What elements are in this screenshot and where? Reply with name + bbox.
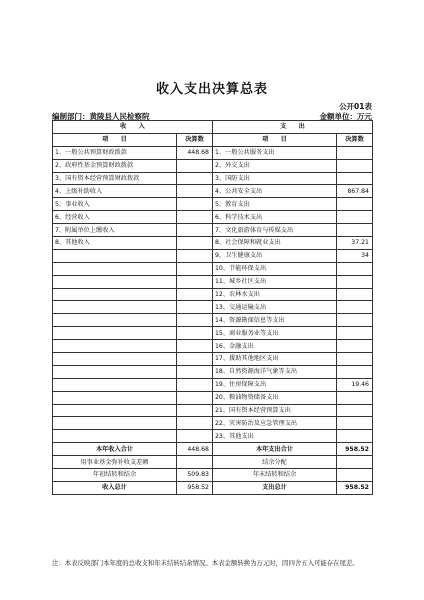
expense-item-value bbox=[337, 327, 373, 340]
gap-label: 用事业基金弥补收支差额 bbox=[53, 456, 177, 469]
expense-item-value bbox=[337, 288, 373, 301]
income-item-label bbox=[53, 262, 177, 275]
expense-item-value bbox=[337, 404, 373, 417]
expense-item-label: 5、教育支出 bbox=[213, 198, 337, 211]
table-row bbox=[53, 249, 373, 262]
begin-carryover-value: 509.83 bbox=[177, 469, 213, 482]
income-item-value bbox=[177, 159, 213, 172]
table-row bbox=[53, 430, 373, 443]
grand-expense-label: 支出总计 bbox=[213, 481, 337, 494]
table-row bbox=[53, 224, 373, 237]
income-total-label: 本年收入合计 bbox=[53, 443, 177, 456]
income-item-label bbox=[53, 314, 177, 327]
income-item-value bbox=[177, 353, 213, 366]
table-row bbox=[53, 404, 373, 417]
income-item-value bbox=[177, 404, 213, 417]
income-item-label bbox=[53, 391, 177, 404]
income-item-value bbox=[177, 327, 213, 340]
expense-item-value bbox=[337, 262, 373, 275]
table-row bbox=[53, 417, 373, 430]
income-item-value bbox=[177, 172, 213, 185]
table-row bbox=[53, 159, 373, 172]
table-row bbox=[53, 185, 373, 198]
expense-amount-header: 决算数 bbox=[337, 133, 373, 146]
expense-item-label: 9、卫生健康支出 bbox=[213, 249, 337, 262]
expense-item-value bbox=[337, 353, 373, 366]
expense-item-value bbox=[337, 301, 373, 314]
income-item-value bbox=[177, 340, 213, 353]
expense-item-value: 34 bbox=[337, 249, 373, 262]
expense-item-value bbox=[337, 146, 373, 159]
expense-item-value bbox=[337, 314, 373, 327]
income-item-label: 7、附属单位上缴收入 bbox=[53, 224, 177, 237]
income-item-value bbox=[177, 365, 213, 378]
expense-item-label: 16、金融支出 bbox=[213, 340, 337, 353]
expense-item-label: 20、粮油物资储备支出 bbox=[213, 391, 337, 404]
income-item-label bbox=[53, 340, 177, 353]
footnote: 注：本表反映部门本年度的总收支和年末结转结余情况。本表金额转换为万元时，因四舍五入可能存在尾差。 bbox=[52, 559, 359, 567]
income-item-label bbox=[53, 327, 177, 340]
income-item-value: 448.68 bbox=[177, 146, 213, 159]
income-item-label bbox=[53, 288, 177, 301]
expense-item-label: 2、外交支出 bbox=[213, 159, 337, 172]
expense-item-value: 37.21 bbox=[337, 237, 373, 250]
expense-item-label: 10、节能环保支出 bbox=[213, 262, 337, 275]
expense-item-label: 19、住房保障支出 bbox=[213, 378, 337, 391]
begin-carryover-label: 年初结转和结余 bbox=[53, 469, 177, 482]
total-row bbox=[53, 443, 373, 456]
expense-item-value bbox=[337, 340, 373, 353]
table-row bbox=[53, 237, 373, 250]
expense-item-label: 14、资源勘探信息等支出 bbox=[213, 314, 337, 327]
income-item-value bbox=[177, 211, 213, 224]
expense-item-value bbox=[337, 430, 373, 443]
expense-item-label: 17、援助其他地区支出 bbox=[213, 353, 337, 366]
gap-row bbox=[53, 456, 373, 469]
income-item-label bbox=[53, 417, 177, 430]
income-item-label bbox=[53, 301, 177, 314]
income-item-value bbox=[177, 237, 213, 250]
end-carryover-value bbox=[337, 469, 373, 482]
column-header-row bbox=[53, 133, 373, 146]
gap-value bbox=[177, 456, 213, 469]
section-header-row bbox=[53, 121, 373, 134]
expense-item-value bbox=[337, 417, 373, 430]
income-item-value bbox=[177, 301, 213, 314]
table-row bbox=[53, 172, 373, 185]
income-item-value bbox=[177, 417, 213, 430]
expense-item-label: 15、商业服务业等支出 bbox=[213, 327, 337, 340]
expense-item-label: 21、国有资本经营预算支出 bbox=[213, 404, 337, 417]
income-item-label bbox=[53, 365, 177, 378]
income-item-value bbox=[177, 262, 213, 275]
income-item-header: 项 目 bbox=[53, 133, 177, 146]
income-item-label bbox=[53, 378, 177, 391]
income-item-label bbox=[53, 353, 177, 366]
grand-expense-value: 958.52 bbox=[337, 481, 373, 494]
expense-item-label: 22、灾害防治及应急管理支出 bbox=[213, 417, 337, 430]
expense-item-label: 23、其他支出 bbox=[213, 430, 337, 443]
expense-item-value bbox=[337, 198, 373, 211]
table-code: 公开01表 bbox=[339, 102, 372, 111]
income-item-value bbox=[177, 249, 213, 262]
expense-total-value: 958.52 bbox=[337, 443, 373, 456]
income-item-value bbox=[177, 314, 213, 327]
table-row bbox=[53, 365, 373, 378]
expense-item-label: 1、一般公共服务支出 bbox=[213, 146, 337, 159]
expense-item-value bbox=[337, 211, 373, 224]
income-item-label: 4、上级补助收入 bbox=[53, 185, 177, 198]
table-row bbox=[53, 353, 373, 366]
income-expense-table bbox=[52, 120, 373, 495]
income-item-label: 5、事业收入 bbox=[53, 198, 177, 211]
department-label: 编制部门：黄陵县人民检察院 bbox=[52, 112, 150, 121]
expense-item-value bbox=[337, 224, 373, 237]
expense-item-label: 13、交通运输支出 bbox=[213, 301, 337, 314]
income-total-value: 448.68 bbox=[177, 443, 213, 456]
report-title: 收入支出决算总表 bbox=[155, 82, 268, 97]
table-row bbox=[53, 301, 373, 314]
expense-item-label: 4、公共安全支出 bbox=[213, 185, 337, 198]
table-row bbox=[53, 314, 373, 327]
carryover-row bbox=[53, 469, 373, 482]
expense-item-value bbox=[337, 365, 373, 378]
expense-item-label: 11、城乡社区支出 bbox=[213, 275, 337, 288]
expense-item-value bbox=[337, 159, 373, 172]
expense-item-label: 8、社会保障和就业支出 bbox=[213, 237, 337, 250]
expense-item-label: 18、自然资源海洋气象等支出 bbox=[213, 365, 337, 378]
expense-item-value bbox=[337, 391, 373, 404]
table-row bbox=[53, 327, 373, 340]
grand-income-value: 958.52 bbox=[177, 481, 213, 494]
income-section-header: 收 入 bbox=[53, 121, 213, 134]
expense-item-label: 3、国防支出 bbox=[213, 172, 337, 185]
unit-label: 金额单位：万元 bbox=[319, 112, 372, 121]
expense-item-value bbox=[337, 172, 373, 185]
table-row bbox=[53, 288, 373, 301]
income-item-value bbox=[177, 275, 213, 288]
table-row bbox=[53, 340, 373, 353]
income-item-label: 1、一般公共预算财政拨款 bbox=[53, 146, 177, 159]
expense-item-value: 19.46 bbox=[337, 378, 373, 391]
grand-income-label: 收入总计 bbox=[53, 481, 177, 494]
income-item-value bbox=[177, 185, 213, 198]
expense-item-value: 867.84 bbox=[337, 185, 373, 198]
table-row bbox=[53, 275, 373, 288]
expense-item-label: 12、农林水支出 bbox=[213, 288, 337, 301]
income-item-label bbox=[53, 430, 177, 443]
income-item-value bbox=[177, 288, 213, 301]
income-item-label bbox=[53, 404, 177, 417]
income-item-value bbox=[177, 198, 213, 211]
income-amount-header: 决算数 bbox=[177, 133, 213, 146]
income-item-label: 8、其他收入 bbox=[53, 237, 177, 250]
table-row bbox=[53, 262, 373, 275]
distribution-value bbox=[337, 456, 373, 469]
table-row bbox=[53, 146, 373, 159]
expense-item-label: 6、科学技术支出 bbox=[213, 211, 337, 224]
expense-item-label: 7、文化旅游体育与传媒支出 bbox=[213, 224, 337, 237]
income-item-label bbox=[53, 249, 177, 262]
income-item-value bbox=[177, 430, 213, 443]
income-item-label: 6、经营收入 bbox=[53, 211, 177, 224]
end-carryover-label: 年末结转和结余 bbox=[213, 469, 337, 482]
expense-item-value bbox=[337, 275, 373, 288]
table-row bbox=[53, 378, 373, 391]
table-row bbox=[53, 211, 373, 224]
income-item-label: 3、国有资本经营预算财政拨款 bbox=[53, 172, 177, 185]
grand-total-row bbox=[53, 481, 373, 494]
table-row bbox=[53, 391, 373, 404]
distribution-label: 结余分配 bbox=[213, 456, 337, 469]
income-item-label: 2、政府性基金预算财政拨款 bbox=[53, 159, 177, 172]
expense-total-label: 本年支出合计 bbox=[213, 443, 337, 456]
income-item-value bbox=[177, 224, 213, 237]
expense-section-header: 支 出 bbox=[213, 121, 373, 134]
table-row bbox=[53, 198, 373, 211]
income-item-value bbox=[177, 378, 213, 391]
expense-item-header: 项 目 bbox=[213, 133, 337, 146]
income-item-value bbox=[177, 391, 213, 404]
income-item-label bbox=[53, 275, 177, 288]
